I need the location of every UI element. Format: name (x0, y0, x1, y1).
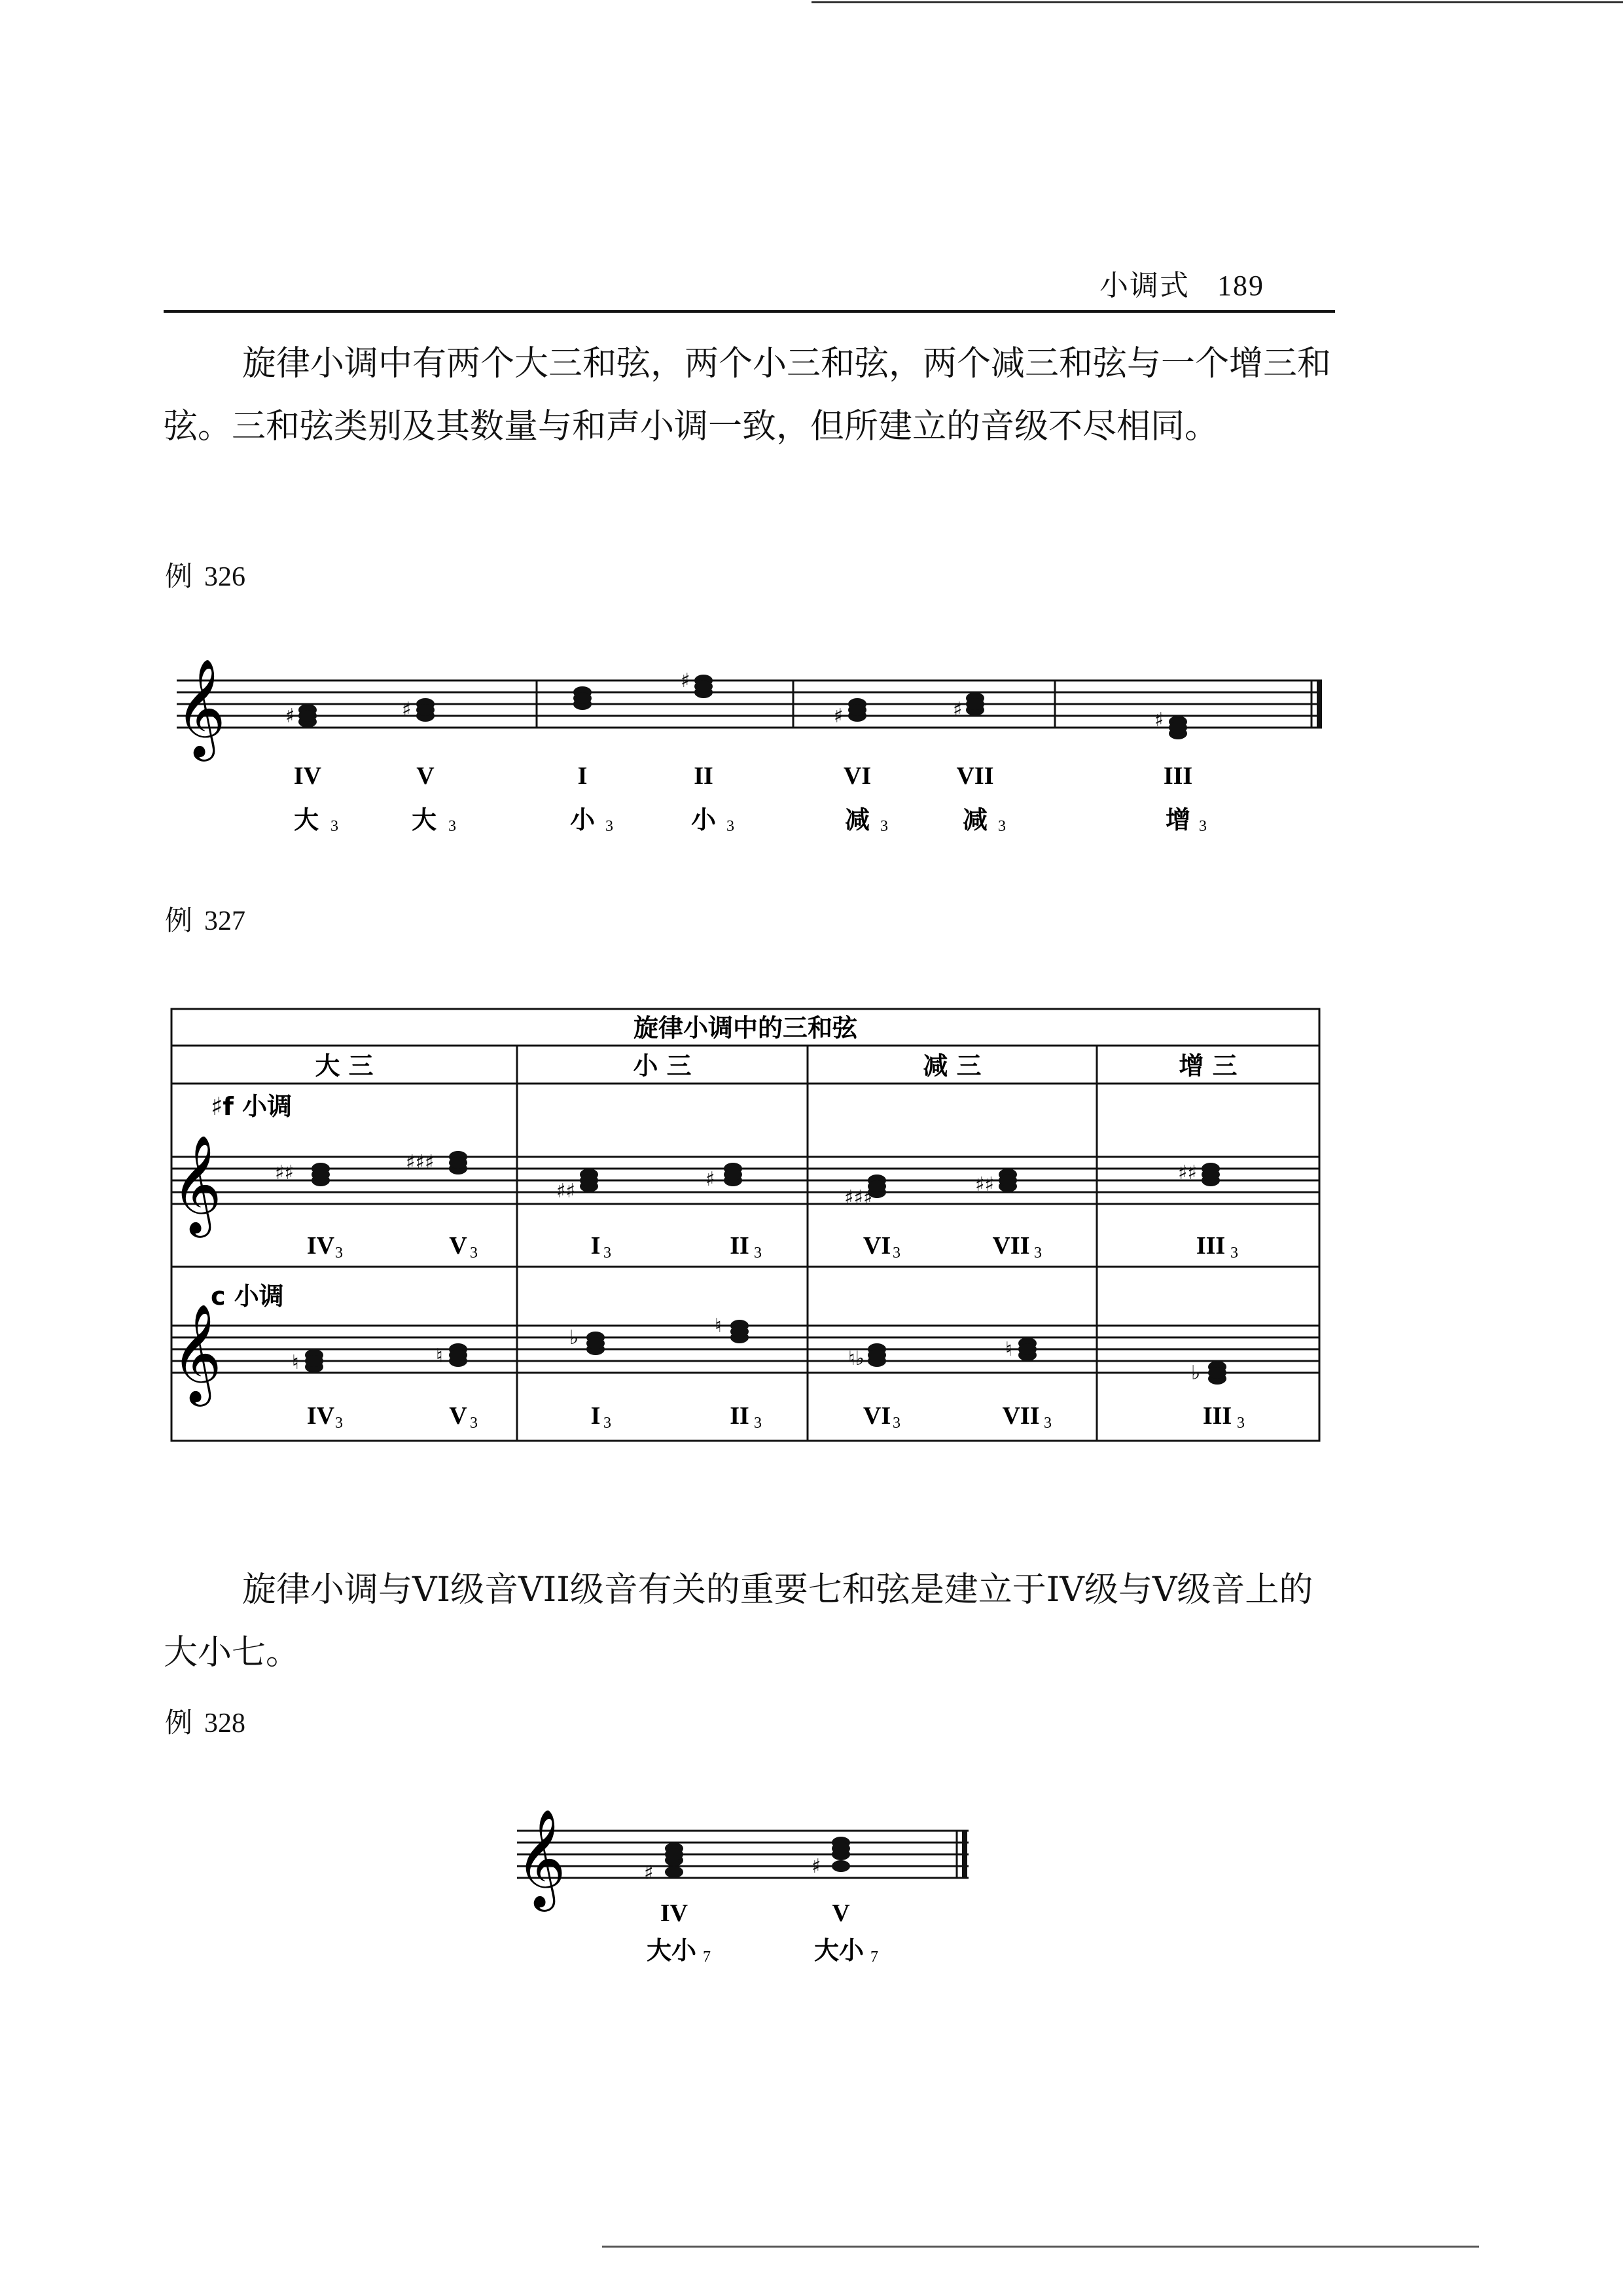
row-key-label: c 小调 (211, 1282, 284, 1311)
row-degree: V (449, 1232, 467, 1260)
svg-text:♯: ♯ (1154, 709, 1164, 732)
row-degree: II (730, 1402, 749, 1430)
column-header: 减 三 (923, 1051, 982, 1080)
ex326-degree: II (694, 762, 713, 790)
svg-text:♯♯♯: ♯♯♯ (406, 1151, 435, 1174)
bottom-edge-rule (602, 2246, 1479, 2248)
ex328-quality: 大小 (646, 1936, 697, 1965)
example-label-number: 328 (204, 1708, 246, 1739)
example-label-prefix: 例 (165, 1706, 193, 1739)
row-degree-sub: 3 (470, 1245, 478, 1262)
row-degree: IV (306, 1232, 335, 1260)
row-degree-sub: 3 (603, 1415, 611, 1432)
row-degree-sub: 3 (754, 1245, 762, 1262)
row-degree-sub: 3 (893, 1245, 901, 1262)
ex326-sub: 3 (448, 818, 456, 835)
ex328-degree: IV (660, 1899, 688, 1927)
row-degree-sub: 3 (754, 1415, 762, 1432)
ex326-sub: 3 (1199, 818, 1207, 835)
row-degree-sub: 3 (1237, 1415, 1245, 1432)
row-degree: VI (863, 1232, 891, 1260)
row-degree-sub: 3 (893, 1415, 901, 1432)
ex326-degree: IV (293, 762, 322, 790)
treble-clef-icon: 𝄞 (171, 1303, 222, 1402)
column-header: 增 三 (1179, 1051, 1238, 1080)
svg-text:♯: ♯ (953, 698, 963, 721)
row-key-label: ♯f 小调 (211, 1092, 293, 1121)
paragraph-2: 旋律小调与VI级音VII级音有关的重要七和弦是建立于IV级与V级音上的大小七。 (164, 1570, 1313, 1672)
svg-text:♭: ♭ (569, 1326, 579, 1349)
treble-clef-icon: 𝄞 (516, 1808, 566, 1907)
svg-text:♮♭: ♮♭ (848, 1347, 865, 1370)
svg-text:♯: ♯ (812, 1855, 821, 1878)
row-degree-sub: 3 (1044, 1415, 1052, 1432)
svg-text:♯♯: ♯♯ (975, 1173, 995, 1196)
svg-text:♯♯: ♯♯ (556, 1180, 576, 1203)
ex326-sub: 3 (726, 818, 734, 835)
svg-text:♯♯: ♯♯ (275, 1161, 294, 1184)
row-degree: VII (1002, 1402, 1040, 1430)
svg-text:♮: ♮ (715, 1315, 722, 1337)
row-degree: V (449, 1402, 467, 1430)
svg-text:♮: ♮ (1005, 1338, 1012, 1361)
svg-text:♯♯: ♯♯ (1178, 1161, 1198, 1184)
column-header: 小 三 (633, 1051, 692, 1080)
ex326-sub: 3 (880, 818, 888, 835)
ex328-sub: 7 (870, 1949, 878, 1966)
treble-clef-icon: 𝄞 (175, 658, 226, 757)
row-degree: VI (863, 1402, 891, 1430)
ex326-quality: 减 (844, 805, 870, 834)
row-degree: VII (992, 1232, 1030, 1260)
row-degree-sub: 3 (335, 1415, 343, 1432)
row-degree-sub: 3 (1230, 1245, 1238, 1262)
ex326-quality: 小 (569, 805, 596, 834)
row-degree: I (590, 1402, 601, 1430)
example-label-number: 326 (204, 562, 246, 592)
svg-text:♯: ♯ (681, 669, 690, 692)
ex326-degree: V (416, 762, 435, 790)
paragraph-1: 旋律小调中有两个大三和弦，两个小三和弦，两个减三和弦与一个增三和弦。三和弦类别及其数量与和声小调一致，但所建立的音级不尽相同。 (164, 344, 1332, 446)
svg-text:♯: ♯ (644, 1862, 654, 1884)
svg-text:♮: ♮ (436, 1345, 443, 1368)
ex326-quality: 增 (1165, 805, 1191, 834)
row-degree-sub: 3 (1034, 1245, 1042, 1262)
example-label-prefix: 例 (165, 904, 193, 936)
ex328-sub: 7 (703, 1949, 711, 1966)
running-title: 小调式 (1099, 269, 1190, 302)
svg-text:♯: ♯ (402, 698, 412, 721)
ex326-quality: 减 (962, 805, 988, 834)
ex326-degree: I (577, 762, 588, 790)
ex326-sub: 3 (998, 818, 1006, 835)
svg-text:♯: ♯ (705, 1168, 715, 1191)
ex326-quality: 小 (690, 805, 717, 834)
ex326-degree: VII (956, 762, 994, 790)
ex326-sub: 3 (605, 818, 613, 835)
row-degree: I (590, 1232, 601, 1260)
ex326-degree: VI (843, 762, 872, 790)
row-degree: III (1196, 1232, 1226, 1260)
ex328-degree: V (832, 1899, 850, 1927)
svg-text:♮: ♮ (292, 1351, 299, 1374)
svg-text:♯: ♯ (834, 705, 844, 728)
treble-clef-icon: 𝄞 (171, 1134, 222, 1233)
row-degree: III (1202, 1402, 1232, 1430)
ex326-quality: 大 (411, 805, 437, 834)
svg-text:♭: ♭ (1191, 1362, 1201, 1385)
column-header: 大 三 (315, 1051, 374, 1080)
ex326-quality: 大 (293, 805, 319, 834)
svg-text:♯: ♯ (285, 705, 295, 728)
row-degree: II (730, 1232, 749, 1260)
row-degree-sub: 3 (603, 1245, 611, 1262)
row-degree-sub: 3 (335, 1245, 343, 1262)
example-label-number: 327 (204, 906, 246, 936)
row-degree: IV (306, 1402, 335, 1430)
ex326-degree: III (1163, 762, 1193, 790)
ex326-sub: 3 (330, 818, 338, 835)
svg-text:♯♯♯: ♯♯♯ (844, 1186, 873, 1209)
ex328-quality: 大小 (813, 1936, 865, 1965)
table-title: 旋律小调中的三和弦 (633, 1014, 858, 1042)
row-degree-sub: 3 (470, 1415, 478, 1432)
page-number: 189 (1217, 270, 1264, 302)
staff-lines (517, 1831, 969, 1878)
example-label-prefix: 例 (165, 560, 193, 592)
